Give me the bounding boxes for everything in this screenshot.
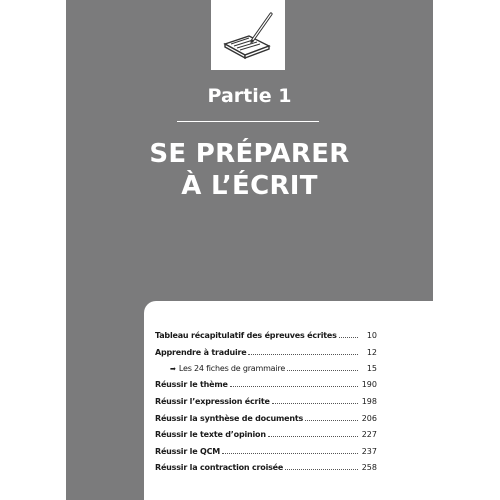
toc-leader-dots <box>285 468 358 470</box>
toc-item-label: Réussir le thème <box>155 380 228 389</box>
writing-notebook-pen-icon <box>219 8 277 62</box>
part-title <box>66 138 433 202</box>
toc-item-label: Réussir le texte d’opinion <box>155 430 266 439</box>
table-of-contents <box>144 301 433 500</box>
toc-leader-dots <box>305 419 358 421</box>
toc-leader-dots <box>248 353 358 355</box>
toc-item <box>155 414 377 428</box>
toc-sub-item <box>170 364 377 378</box>
toc-item-page: 206 <box>361 414 377 423</box>
toc-item-label: Les 24 fiches de grammaire <box>178 364 286 373</box>
toc-leader-dots <box>230 385 358 387</box>
divider-rule <box>177 121 319 122</box>
toc-item-page: 15 <box>366 364 377 373</box>
toc-item <box>155 463 377 477</box>
toc-leader-dots <box>268 435 358 437</box>
toc-item-page: 198 <box>361 397 377 406</box>
toc-item-label: Réussir le QCM <box>155 447 221 456</box>
toc-item-page: 237 <box>361 447 377 456</box>
toc-item-page: 190 <box>361 380 377 389</box>
toc-item-label: Réussir l’expression écrite <box>155 397 270 406</box>
chapter-divider-page <box>66 0 433 500</box>
toc-item <box>155 348 377 362</box>
toc-item-label: Réussir la synthèse de documents <box>155 414 304 423</box>
toc-leader-dots <box>339 336 358 338</box>
part-label: Partie 1 <box>207 85 292 107</box>
toc-item <box>155 447 377 461</box>
toc-item-label: Réussir la contraction croisée <box>155 463 284 472</box>
toc-item-page: 258 <box>361 463 377 472</box>
arrow-right-icon: ➡ <box>170 365 176 373</box>
toc-leader-dots <box>287 369 358 371</box>
toc-item-page: 227 <box>361 430 377 439</box>
toc-leader-dots <box>272 402 358 404</box>
toc-item <box>155 380 377 394</box>
toc-item <box>155 331 377 345</box>
part-title-line-2: À L’ÉCRIT <box>181 171 318 201</box>
toc-item <box>155 397 377 411</box>
toc-leader-dots <box>222 452 358 454</box>
icon-box <box>211 0 285 70</box>
toc-item-page: 12 <box>366 348 377 357</box>
toc-item-label: Tableau récapitulatif des épreuves écrites <box>155 331 337 340</box>
toc-item <box>155 430 377 444</box>
toc-item-page: 10 <box>366 331 377 340</box>
part-title-line-1: SE PRÉPARER <box>149 139 350 169</box>
toc-item-label: Apprendre à traduire <box>155 348 247 357</box>
